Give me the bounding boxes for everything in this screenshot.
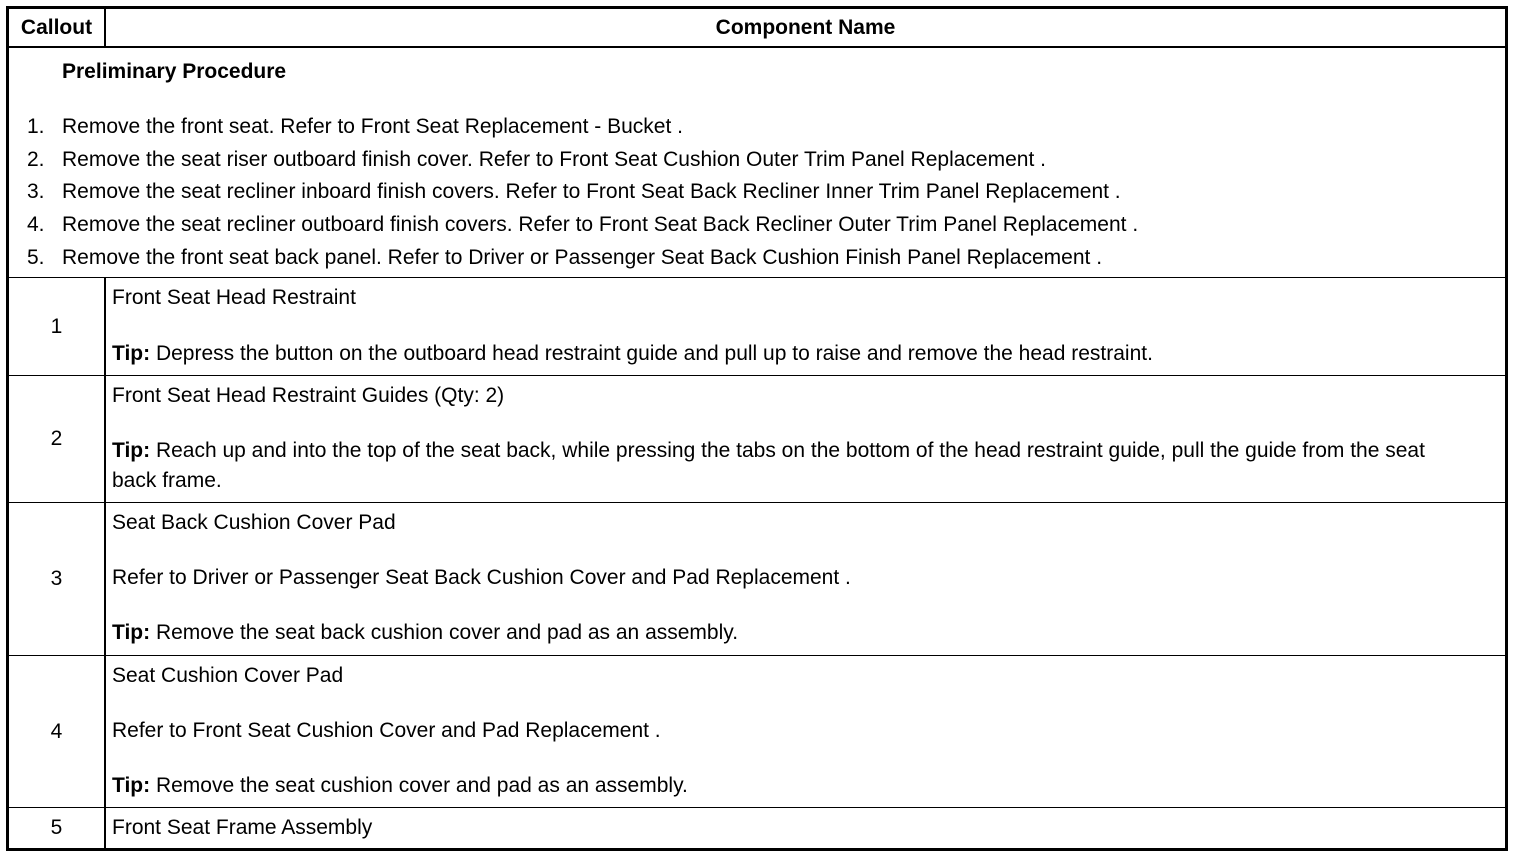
component-tip — [112, 436, 1465, 496]
callout-number: 2 — [50, 427, 63, 450]
table-row — [9, 807, 1505, 848]
component-name: Seat Cushion Cover Pad — [112, 664, 344, 687]
step-number: 1. — [27, 115, 45, 138]
tip-text: Reach up and into the top of the seat back, while pressing the tabs on the bottom of the head restraint guide, pull the guide from the seat back frame. — [112, 439, 1425, 492]
component-cell — [104, 808, 1505, 848]
component-reference: Refer to Front Seat Cushion Cover and Pad Replacement . — [112, 719, 661, 742]
tip-label: Tip: — [112, 439, 151, 462]
component-cell — [104, 278, 1505, 375]
table-row — [9, 277, 1505, 375]
component-name: Front Seat Frame Assembly — [112, 816, 373, 839]
component-tip — [112, 621, 738, 645]
table-row — [9, 502, 1505, 655]
step-text: Remove the front seat. Refer to Front Seat Replacement - Bucket . — [62, 115, 683, 138]
table-header — [9, 9, 1505, 48]
tip-text: Remove the seat cushion cover and pad as an assembly. — [150, 774, 688, 797]
tip-text: Depress the button on the outboard head restraint guide and pull up to raise and remove the head restraint. — [150, 342, 1153, 365]
step-number: 5. — [27, 246, 45, 269]
callout-number: 3 — [50, 567, 63, 590]
procedure-step — [27, 148, 1046, 172]
component-name: Front Seat Head Restraint Guides (Qty: 2) — [112, 384, 505, 407]
step-text: Remove the seat recliner inboard finish covers. Refer to Front Seat Back Recliner Inner Trim Panel Replacement . — [62, 180, 1121, 203]
procedure-step — [27, 180, 1121, 204]
callout-number: 4 — [50, 719, 63, 743]
component-name: Front Seat Head Restraint — [112, 286, 356, 309]
header-callout: Callout — [20, 15, 93, 39]
procedure-step — [27, 246, 1102, 270]
step-number: 3. — [27, 180, 45, 203]
tip-label: Tip: — [112, 342, 151, 365]
callout-number: 5 — [50, 816, 63, 839]
tip-text: Remove the seat back cushion cover and pad as an assembly. — [150, 621, 739, 644]
step-number: 4. — [27, 213, 45, 236]
tip-label: Tip: — [112, 621, 151, 644]
preliminary-procedure — [9, 50, 1505, 280]
step-text: Remove the seat riser outboard finish cover. Refer to Front Seat Cushion Outer Trim Panel Replacement . — [62, 148, 1046, 171]
component-name: Seat Back Cushion Cover Pad — [112, 511, 396, 534]
component-reference: Refer to Driver or Passenger Seat Back Cushion Cover and Pad Replacement . — [112, 566, 851, 589]
step-text: Remove the front seat back panel. Refer to Driver or Passenger Seat Back Cushion Finish Panel Replacement . — [62, 246, 1103, 269]
tip-label: Tip: — [112, 774, 151, 797]
table-row — [9, 375, 1505, 502]
table-row — [9, 655, 1505, 807]
component-cell — [104, 503, 1505, 655]
step-number: 2. — [27, 148, 45, 171]
component-tip — [112, 342, 1153, 366]
component-cell — [104, 656, 1505, 807]
preliminary-title: Preliminary Procedure — [62, 60, 287, 83]
component-cell — [104, 376, 1505, 502]
component-table — [6, 6, 1508, 851]
component-tip — [112, 774, 688, 798]
header-component-name: Component Name — [104, 9, 1505, 46]
callout-number: 1 — [50, 314, 63, 338]
step-text: Remove the seat recliner outboard finish covers. Refer to Front Seat Back Recliner Outer Trim Panel Replacement . — [62, 213, 1139, 236]
procedure-step — [27, 115, 683, 139]
procedure-step — [27, 213, 1138, 237]
